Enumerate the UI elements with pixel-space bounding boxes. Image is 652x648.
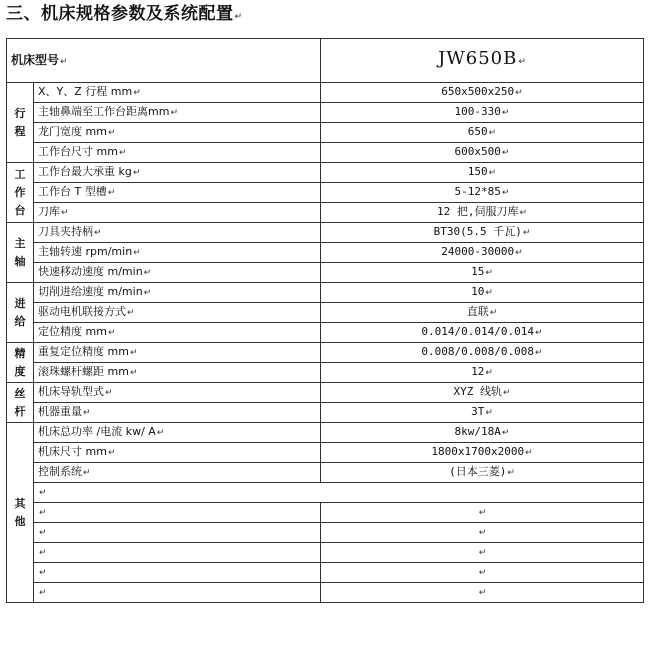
row-value [321,183,644,203]
row-label-text: 机床导轨型式 [38,385,104,398]
empty-cell [321,583,644,603]
row-value [321,263,644,283]
row-label [34,183,321,203]
paragraph-mark: ↵ [94,228,102,238]
row-value-text: 12 把,伺服刀库 [436,205,519,218]
paragraph-mark: ↵ [478,508,487,518]
row-label-text: 工作台尺寸 mm [38,145,118,158]
group-char: 其 [14,496,26,510]
row-label [34,123,321,143]
row-label [34,203,321,223]
group-char: 程 [14,124,26,138]
row-value [321,323,644,343]
row-label [34,343,321,363]
row-label [34,323,321,343]
paragraph-mark: ↵ [501,148,510,158]
empty-cell [321,503,644,523]
paragraph-mark: ↵ [507,468,515,478]
paragraph-mark: ↵ [501,188,510,198]
paragraph-mark: ↵ [478,548,487,558]
row-value-text: 15 [471,265,485,278]
paragraph-mark: ↵ [478,528,487,538]
row-label-text: X、Y、Z 行程 mm [38,85,133,98]
row-label-text: 工作台 T 型槽 [38,185,107,198]
empty-row [7,523,644,543]
row-value [321,303,644,323]
row-value [321,203,644,223]
model-row [7,39,644,83]
empty-cell [321,543,644,563]
group-precision [7,343,34,383]
row-value-text: 1800x1700x2000 [431,445,525,458]
paragraph-mark: ↵ [105,388,113,398]
table-row [7,443,644,463]
row-value-text: 0.014/0.014/0.014 [421,325,535,338]
empty-row [7,503,644,523]
group-char: 轴 [14,254,26,268]
paragraph-mark: ↵ [83,468,91,478]
paragraph-mark: ↵ [127,308,135,318]
empty-merged-row [7,483,644,503]
paragraph-mark: ↵ [488,168,497,178]
row-value-text: 150 [467,165,488,178]
group-spindle [7,223,34,283]
group-feed [7,283,34,343]
group-char: 度 [14,364,26,378]
row-label [34,263,321,283]
paragraph-mark: ↵ [502,388,511,398]
row-label [34,223,321,243]
row-value-text: XYZ 线轨 [453,385,502,398]
paragraph-mark: ↵ [60,56,68,67]
table-row [7,303,644,323]
paragraph-mark: ↵ [489,308,498,318]
row-label [34,443,321,463]
group-char: 台 [14,203,26,217]
row-label-text: 重复定位精度 mm [38,345,129,358]
paragraph-mark: ↵ [525,448,533,458]
table-row [7,343,644,363]
paragraph-mark: ↵ [515,248,523,258]
row-value-text: 8kw/18A [454,425,501,438]
group-screw [7,383,34,423]
table-row [7,103,644,123]
table-row [7,203,644,223]
row-label-text: 工作台最大承重 kg [38,165,132,178]
row-value-text: 10 [471,285,485,298]
group-table [7,163,34,223]
row-value [321,423,644,443]
row-label-text: 驱动电机联接方式 [38,305,126,318]
group-travel [7,83,34,163]
paragraph-mark: ↵ [519,208,528,218]
group-char: 给 [14,314,26,328]
paragraph-mark: ↵ [535,328,543,338]
group-char: 行 [14,106,26,120]
paragraph-mark: ↵ [107,448,116,458]
paragraph-mark: ↵ [522,228,531,238]
row-label-text: 切削进给速度 m/min [38,285,143,298]
row-label [34,103,321,123]
row-value-text: 5-12*85 [454,185,501,198]
group-char: 主 [14,236,26,250]
empty-row [7,543,644,563]
group-char: 进 [14,296,26,310]
row-value-text: 24000-30000 [441,245,515,258]
paragraph-mark: ↵ [39,568,47,578]
empty-cell [34,503,321,523]
row-label-text: 刀具夹持柄 [38,225,93,238]
paragraph-mark: ↵ [156,428,165,438]
row-value-text: 直联 [466,305,489,318]
row-label-text: 刀库 [38,205,60,218]
paragraph-mark: ↵ [515,88,523,98]
paragraph-mark: ↵ [39,528,47,538]
empty-cell [34,543,321,563]
paragraph-mark: ↵ [478,588,487,598]
empty-cell [34,523,321,543]
row-value [321,383,644,403]
model-label: 机床型号 [11,52,60,67]
paragraph-mark: ↵ [485,268,493,278]
empty-row [7,583,644,603]
empty-cell [34,563,321,583]
model-value: JW650B [438,48,518,69]
section-heading [6,2,243,26]
row-value [321,443,644,463]
row-label [34,243,321,263]
row-label-text: 控制系统 [38,465,82,478]
paragraph-mark: ↵ [501,428,510,438]
paragraph-mark: ↵ [132,168,141,178]
spec-table [6,38,644,603]
paragraph-mark: ↵ [61,208,69,218]
empty-cell [34,483,644,503]
row-label [34,463,321,483]
row-label-text: 滚珠螺杆螺距 mm [38,365,129,378]
row-value-text: (日本三菱) [449,465,507,478]
row-value [321,403,644,423]
row-value [321,283,644,303]
row-label [34,363,321,383]
table-row [7,383,644,403]
group-char: 杆 [14,404,26,418]
paragraph-mark: ↵ [129,348,138,358]
row-label-text: 机床总功率 /电流 kw/ A [38,425,156,438]
model-label-cell [7,39,321,83]
paragraph-mark: ↵ [118,148,127,158]
table-row [7,163,644,183]
row-value-text: 100-330 [454,105,501,118]
table-row [7,403,644,423]
group-char: 工 [14,167,26,181]
paragraph-mark: ↵ [234,12,243,22]
section-heading-text: 三、机床规格参数及系统配置 [6,4,234,24]
group-other [7,423,34,603]
paragraph-mark: ↵ [143,268,152,278]
group-char: 作 [14,185,26,199]
paragraph-mark: ↵ [133,248,141,258]
empty-cell [321,563,644,583]
table-row [7,363,644,383]
row-value [321,163,644,183]
row-label [34,403,321,423]
paragraph-mark: ↵ [488,128,497,138]
row-label-text: 快速移动速度 m/min [38,265,143,278]
row-value-text: 0.008/0.008/0.008 [421,345,535,358]
row-value-text: 600x500 [454,145,501,158]
row-value [321,343,644,363]
paragraph-mark: ↵ [143,288,152,298]
table-row [7,283,644,303]
row-value [321,83,644,103]
group-char: 精 [14,346,26,360]
row-value [321,123,644,143]
row-label-text: 龙门宽度 mm [38,125,107,138]
row-label [34,423,321,443]
paragraph-mark: ↵ [485,368,493,378]
row-label-text: 机器重量 [38,405,82,418]
row-value [321,223,644,243]
paragraph-mark: ↵ [518,57,526,67]
table-row [7,263,644,283]
paragraph-mark: ↵ [170,108,178,118]
empty-cell [34,583,321,603]
paragraph-mark: ↵ [485,408,493,418]
paragraph-mark: ↵ [535,348,543,358]
row-label [34,143,321,163]
row-value-text: 12 [471,365,485,378]
table-row [7,463,644,483]
row-label [34,303,321,323]
paragraph-mark: ↵ [107,328,116,338]
empty-cell [321,523,644,543]
row-value [321,103,644,123]
model-value-cell [321,39,644,83]
row-value [321,243,644,263]
table-row [7,223,644,243]
paragraph-mark: ↵ [501,108,510,118]
paragraph-mark: ↵ [478,568,487,578]
paragraph-mark: ↵ [39,488,47,498]
paragraph-mark: ↵ [485,288,493,298]
table-row [7,123,644,143]
paragraph-mark: ↵ [129,368,138,378]
row-value-text: 650 [467,125,488,138]
table-row [7,423,644,443]
table-row [7,83,644,103]
paragraph-mark: ↵ [83,408,91,418]
paragraph-mark: ↵ [39,508,47,518]
table-row [7,183,644,203]
row-label-text: 机床尺寸 mm [38,445,107,458]
row-value [321,143,644,163]
row-label-text: 主轴转速 rpm/min [38,245,133,258]
row-value-text: 650x500x250 [441,85,515,98]
row-label-text: 主轴鼻端至工作台距离mm [38,105,170,118]
group-char: 丝 [14,386,26,400]
paragraph-mark: ↵ [39,548,47,558]
table-row [7,243,644,263]
group-char: 他 [14,514,26,528]
row-value [321,463,644,483]
paragraph-mark: ↵ [39,588,47,598]
paragraph-mark: ↵ [107,128,116,138]
row-value [321,363,644,383]
table-row [7,143,644,163]
row-label [34,383,321,403]
row-label [34,163,321,183]
row-label-text: 定位精度 mm [38,325,107,338]
row-label [34,283,321,303]
row-value-text: 3T [471,405,485,418]
row-label [34,83,321,103]
row-value-text: BT30(5.5 千瓦) [433,225,522,238]
table-row [7,323,644,343]
paragraph-mark: ↵ [133,88,141,98]
empty-row [7,563,644,583]
paragraph-mark: ↵ [107,188,116,198]
